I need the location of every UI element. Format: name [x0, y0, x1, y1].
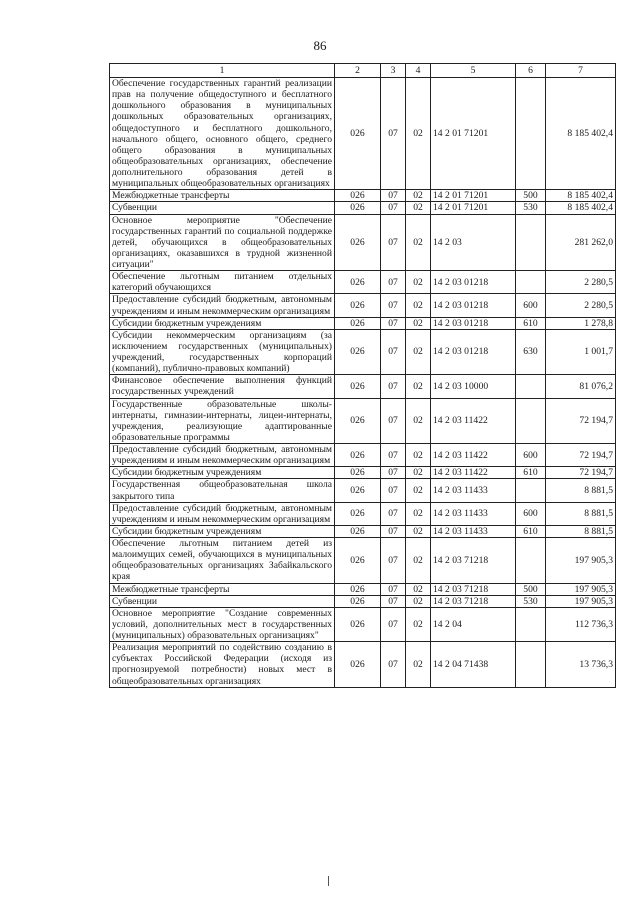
row-grbs: 026 — [335, 214, 381, 271]
row-subsection: 02 — [406, 538, 431, 584]
row-target-code: 14 2 03 01218 — [431, 294, 516, 317]
row-name: Предоставление субсидий бюджетным, автономным учреждениям и иным некоммерческим организациям — [110, 444, 335, 467]
row-amount: 2 280,5 — [546, 271, 616, 294]
row-grbs: 026 — [335, 329, 381, 375]
row-expense-type: 630 — [516, 329, 546, 375]
row-expense-type: 610 — [516, 467, 546, 479]
header-section: 3 — [381, 64, 406, 78]
header-expense-type: 6 — [516, 64, 546, 78]
table-row — [110, 375, 616, 398]
row-section: 07 — [381, 502, 406, 525]
table-row — [110, 595, 616, 607]
row-name: Реализация мероприятий по содействию созданию в субъектах Российской Федерации (исходя из прогнозируемой потребности) новых мест в общеобразовательных организациях — [110, 642, 335, 688]
row-subsection: 02 — [406, 294, 431, 317]
row-section: 07 — [381, 642, 406, 688]
row-subsection: 02 — [406, 375, 431, 398]
row-section: 07 — [381, 375, 406, 398]
row-name: Субсидии некоммерческим организациям (за исключением государственных (муниципальных) учреждений, государственных корпораций (компаний), публично-правовых компаний) — [110, 329, 335, 375]
header-target-code: 5 — [431, 64, 516, 78]
row-grbs: 026 — [335, 467, 381, 479]
row-name: Обеспечение государственных гарантий реализации прав на получение общедоступного и бесплатного дошкольного образования в муниципальных дошкольных образовательных организациях, общедоступного и бесплатного дошкольного, начального общего, основного общего, среднего общего образования в муниципальных общеобразовательных организациях, обеспечение дополнительного образования детей в муниципальных общеобразовательных организациях — [110, 78, 335, 190]
row-subsection: 02 — [406, 444, 431, 467]
row-subsection: 02 — [406, 607, 431, 641]
header-row — [110, 64, 616, 78]
row-subsection: 02 — [406, 525, 431, 537]
page-number: 86 — [313, 38, 327, 53]
row-target-code: 14 2 03 01218 — [431, 271, 516, 294]
row-expense-type: 500 — [516, 190, 546, 202]
row-section: 07 — [381, 583, 406, 595]
table-row — [110, 444, 616, 467]
row-amount: 8 185 402,4 — [546, 190, 616, 202]
row-amount: 81 076,2 — [546, 375, 616, 398]
row-section: 07 — [381, 467, 406, 479]
row-expense-type — [516, 214, 546, 271]
row-target-code: 14 2 03 01218 — [431, 317, 516, 329]
row-target-code: 14 2 03 71218 — [431, 583, 516, 595]
row-name: Обеспечение льготным питанием детей из малоимущих семей, обучающихся в муниципальных общеобразовательных организациях Забайкальского края — [110, 538, 335, 584]
row-subsection: 02 — [406, 502, 431, 525]
row-name: Субсидии бюджетным учреждениям — [110, 317, 335, 329]
table-row — [110, 538, 616, 584]
row-grbs: 026 — [335, 538, 381, 584]
row-amount: 2 280,5 — [546, 294, 616, 317]
row-grbs: 026 — [335, 375, 381, 398]
row-section: 07 — [381, 538, 406, 584]
table-row — [110, 479, 616, 502]
row-grbs: 026 — [335, 202, 381, 214]
row-section: 07 — [381, 525, 406, 537]
row-target-code: 14 2 03 71218 — [431, 538, 516, 584]
table-row — [110, 642, 616, 688]
row-expense-type: 500 — [516, 583, 546, 595]
row-target-code: 14 2 03 11422 — [431, 398, 516, 444]
table-row — [110, 317, 616, 329]
row-amount: 8 881,5 — [546, 479, 616, 502]
row-target-code: 14 2 03 11433 — [431, 525, 516, 537]
row-target-code: 14 2 03 10000 — [431, 375, 516, 398]
row-section: 07 — [381, 317, 406, 329]
row-expense-type: 600 — [516, 294, 546, 317]
row-name: Государственные образовательные школы-интернаты, гимназии-интернаты, лицеи-интернаты, учреждения, реализующие адаптированные образовательные программы — [110, 398, 335, 444]
row-expense-type — [516, 479, 546, 502]
row-grbs: 026 — [335, 642, 381, 688]
row-expense-type: 600 — [516, 502, 546, 525]
table-row — [110, 583, 616, 595]
row-section: 07 — [381, 214, 406, 271]
row-expense-type: 600 — [516, 444, 546, 467]
row-subsection: 02 — [406, 190, 431, 202]
row-name: Государственная общеобразовательная школа закрытого типа — [110, 479, 335, 502]
row-name: Основное мероприятие "Обеспечение государственных гарантий по социальной поддержке детей, обучающихся в общеобразовательных организациях, оказавшихся в трудной жизненной ситуации" — [110, 214, 335, 271]
row-name: Субсидии бюджетным учреждениям — [110, 467, 335, 479]
row-section: 07 — [381, 294, 406, 317]
row-section: 07 — [381, 271, 406, 294]
row-subsection: 02 — [406, 329, 431, 375]
row-amount: 72 194,7 — [546, 467, 616, 479]
row-expense-type — [516, 78, 546, 190]
row-grbs: 026 — [335, 607, 381, 641]
row-name: Обеспечение льготным питанием отдельных категорий обучающихся — [110, 271, 335, 294]
row-expense-type — [516, 271, 546, 294]
row-grbs: 026 — [335, 595, 381, 607]
row-grbs: 026 — [335, 583, 381, 595]
row-grbs: 026 — [335, 479, 381, 502]
row-amount: 72 194,7 — [546, 444, 616, 467]
row-subsection: 02 — [406, 595, 431, 607]
row-amount: 8 881,5 — [546, 502, 616, 525]
row-name: Субсидии бюджетным учреждениям — [110, 525, 335, 537]
row-amount: 112 736,3 — [546, 607, 616, 641]
table-row — [110, 398, 616, 444]
row-expense-type: 530 — [516, 202, 546, 214]
row-target-code: 14 2 03 01218 — [431, 329, 516, 375]
header-name: 1 — [110, 64, 335, 78]
row-amount: 197 905,3 — [546, 583, 616, 595]
row-amount: 1 001,7 — [546, 329, 616, 375]
row-subsection: 02 — [406, 317, 431, 329]
row-target-code: 14 2 04 71438 — [431, 642, 516, 688]
row-section: 07 — [381, 479, 406, 502]
row-amount: 197 905,3 — [546, 538, 616, 584]
row-target-code: 14 2 01 71201 — [431, 78, 516, 190]
row-subsection: 02 — [406, 467, 431, 479]
budget-table — [109, 63, 616, 688]
row-section: 07 — [381, 444, 406, 467]
row-grbs: 026 — [335, 271, 381, 294]
table-row — [110, 525, 616, 537]
row-expense-type — [516, 607, 546, 641]
row-amount: 72 194,7 — [546, 398, 616, 444]
row-name: Предоставление субсидий бюджетным, автономным учреждениям и иным некоммерческим организациям — [110, 502, 335, 525]
header-subsection: 4 — [406, 64, 431, 78]
row-target-code: 14 2 03 11422 — [431, 467, 516, 479]
table-row — [110, 502, 616, 525]
row-name: Межбюджетные трансферты — [110, 583, 335, 595]
row-section: 07 — [381, 78, 406, 190]
row-amount: 8 185 402,4 — [546, 78, 616, 190]
row-target-code: 14 2 03 11433 — [431, 502, 516, 525]
row-target-code: 14 2 03 11422 — [431, 444, 516, 467]
row-amount: 281 262,0 — [546, 214, 616, 271]
row-name: Субвенции — [110, 202, 335, 214]
row-grbs: 026 — [335, 444, 381, 467]
row-section: 07 — [381, 595, 406, 607]
row-grbs: 026 — [335, 317, 381, 329]
table-row — [110, 214, 616, 271]
row-name: Финансовое обеспечение выполнения функций государственных учреждений — [110, 375, 335, 398]
row-expense-type: 530 — [516, 595, 546, 607]
row-subsection: 02 — [406, 202, 431, 214]
row-amount: 13 736,3 — [546, 642, 616, 688]
row-name: Предоставление субсидий бюджетным, автономным учреждениям и иным некоммерческим организациям — [110, 294, 335, 317]
table-row — [110, 78, 616, 190]
row-subsection: 02 — [406, 398, 431, 444]
row-grbs: 026 — [335, 502, 381, 525]
row-section: 07 — [381, 607, 406, 641]
table-row — [110, 202, 616, 214]
row-subsection: 02 — [406, 479, 431, 502]
row-section: 07 — [381, 202, 406, 214]
footer-mark — [328, 876, 329, 886]
row-expense-type — [516, 398, 546, 444]
table-row — [110, 329, 616, 375]
row-grbs: 026 — [335, 78, 381, 190]
row-target-code: 14 2 03 71218 — [431, 595, 516, 607]
row-expense-type — [516, 375, 546, 398]
row-subsection: 02 — [406, 214, 431, 271]
row-amount: 8 185 402,4 — [546, 202, 616, 214]
row-grbs: 026 — [335, 398, 381, 444]
row-target-code: 14 2 03 11433 — [431, 479, 516, 502]
table-row — [110, 467, 616, 479]
row-target-code: 14 2 03 — [431, 214, 516, 271]
row-grbs: 026 — [335, 525, 381, 537]
row-expense-type: 610 — [516, 317, 546, 329]
row-target-code: 14 2 04 — [431, 607, 516, 641]
table-row — [110, 190, 616, 202]
row-section: 07 — [381, 190, 406, 202]
row-amount: 8 881,5 — [546, 525, 616, 537]
table-row — [110, 271, 616, 294]
row-name: Основное мероприятие "Создание современных условий, дополнительных мест в государственных (муниципальных) образовательных организациях" — [110, 607, 335, 641]
header-amount: 7 — [546, 64, 616, 78]
row-expense-type — [516, 538, 546, 584]
row-name: Субвенции — [110, 595, 335, 607]
row-target-code: 14 2 01 71201 — [431, 202, 516, 214]
row-subsection: 02 — [406, 642, 431, 688]
row-grbs: 026 — [335, 190, 381, 202]
row-subsection: 02 — [406, 271, 431, 294]
row-subsection: 02 — [406, 78, 431, 190]
row-section: 07 — [381, 329, 406, 375]
header-grbs: 2 — [335, 64, 381, 78]
row-subsection: 02 — [406, 583, 431, 595]
table-row — [110, 607, 616, 641]
row-expense-type: 610 — [516, 525, 546, 537]
row-section: 07 — [381, 398, 406, 444]
row-target-code: 14 2 01 71201 — [431, 190, 516, 202]
row-grbs: 026 — [335, 294, 381, 317]
row-expense-type — [516, 642, 546, 688]
row-name: Межбюджетные трансферты — [110, 190, 335, 202]
row-amount: 1 278,8 — [546, 317, 616, 329]
table-row — [110, 294, 616, 317]
row-amount: 197 905,3 — [546, 595, 616, 607]
